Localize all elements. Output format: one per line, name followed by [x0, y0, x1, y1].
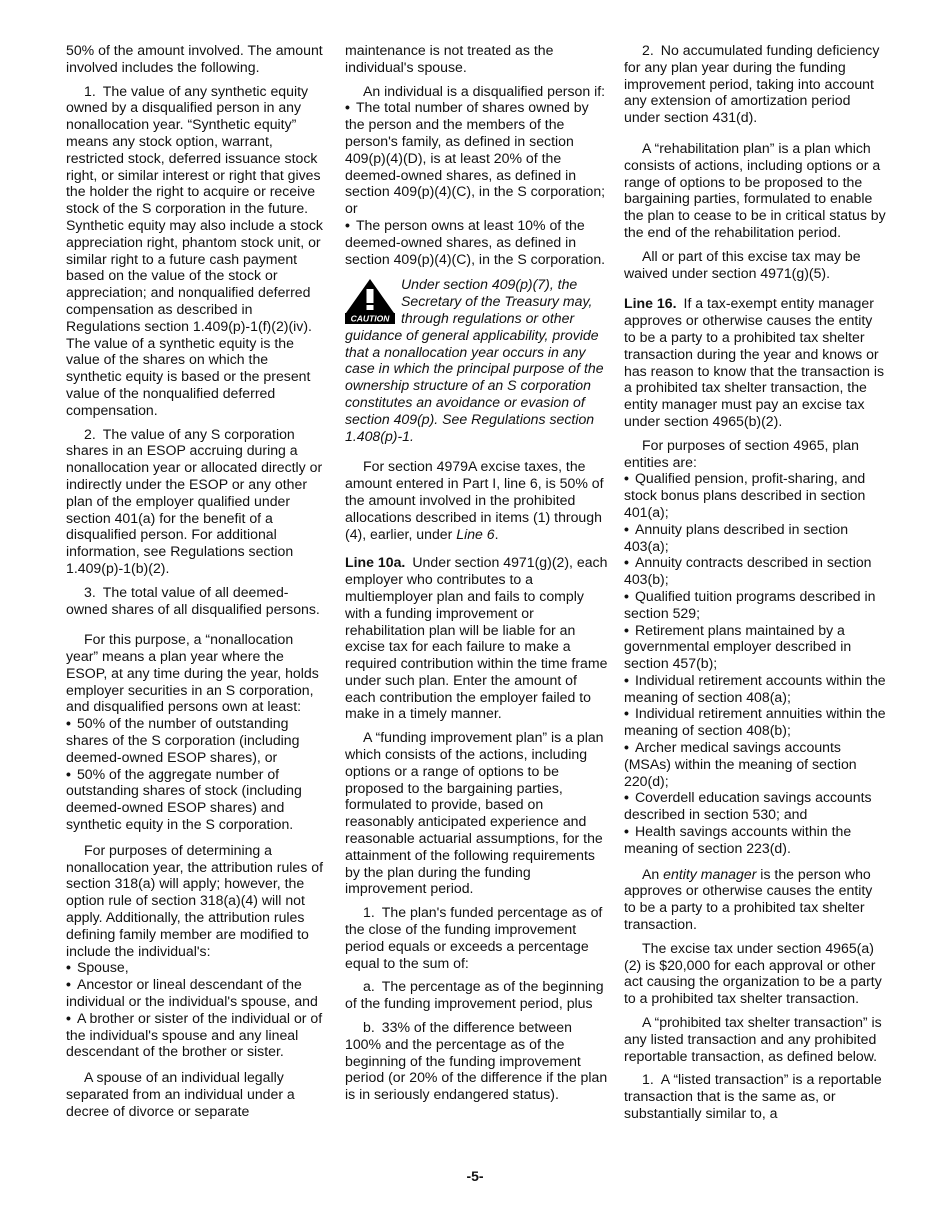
line-10a-paragraph: Line 10a. Under section 4971(g)(2), each employer who contributes to a multiemployer plan and fails to comply with a funding improvement or rehabilitation plan will be liable for an excise tax for each failure to make a required contribution within the time frame under such plan. Enter the amount of each contribution the employer failed to make in a timely manner.: [345, 554, 608, 722]
line-16-heading: Line 16.: [624, 295, 677, 312]
paragraph-nonallocation-year: For this purpose, a “nonallocation year” means a plan year where the ESOP, at any time during the year, holds employer securities in an S corporation, and disqualified persons own at least:: [66, 631, 319, 715]
bullet-item: • Coverdell education savings accounts described in section 530; and: [624, 789, 886, 823]
paragraph-disqualified-person: An individual is a disqualified person if:: [363, 82, 606, 99]
paragraph-waiver: All or part of this excise tax may be waived under section 4971(g)(5).: [624, 247, 861, 281]
caution-icon: [345, 278, 395, 324]
paragraph-requirement-1: 1. The plan's funded percentage as of the close of the funding improvement period equals or exceeds a percentage equal to the sum of:: [345, 904, 603, 971]
caution-note: [345, 276, 608, 444]
paragraph-entity-manager: An entity manager is the person who approves or otherwise causes the entity to be a party to a prohibited tax shelter transaction.: [624, 865, 873, 933]
bullet-item: • The person owns at least 10% of the deemed-owned shares, as defined in section 409(p)(4)(C), in the S corporation.: [345, 217, 608, 267]
paragraph-excise-tax-amount: The excise tax under section 4965(a)(2) is $20,000 for each approval or other act causing the organization to be a party to a prohibited tax shelter transaction.: [624, 939, 882, 1007]
bullet-item: • Qualified pension, profit-sharing, and stock bonus plans described in section 401(a);: [624, 470, 886, 520]
paragraph-prohibited-transaction: A “prohibited tax shelter transaction” is any listed transaction and any prohibited reportable transaction, as defined below.: [624, 1014, 882, 1064]
bullet-item: • Annuity contracts described in section 403(b);: [624, 554, 886, 588]
paragraph-listed-transaction: 1. A “listed transaction” is a reportable transaction that is the same as, or substantially similar to, a: [624, 1071, 882, 1122]
paragraph-rehabilitation-plan: A “rehabilitation plan” is a plan which consists of actions, including options or a range of options to be proposed to the bargaining parties, formulated to enable the plan to cease to be in critical status by the end of the rehabilitation period.: [624, 139, 886, 240]
page-number: -5-: [466, 1168, 484, 1184]
paragraph-4979a: For section 4979A excise taxes, the amount entered in Part I, line 6, is 50% of the amount involved in the prohibited allocations described in items (1) through (4), earlier, under Line 6.: [345, 458, 604, 542]
paragraph-attribution-rules: For purposes of determining a nonallocation year, the attribution rules of section 318(a) will apply; however, the option rule of section 318(a)(4) will not apply. Additionally, the attribution rules defining family member are modified to include the individual's:: [66, 841, 323, 959]
paragraph-funding-improvement-plan: A “funding improvement plan” is a plan which consists of the actions, including options or a range of options to be proposed to the bargaining parties, formulated to provide, based on reasonably anticipated experience and reasonable actuarial assumptions, for the attainment of the following requirements by the plan during the funding improvement period.: [345, 729, 604, 897]
paragraph-plan-entities: For purposes of section 4965, plan entities are:: [624, 436, 860, 470]
caution-text: Under section 409(p)(7), the Secretary of the Treasury may, through regulations or other guidance of general applicability, provide that a nonallocation year occurs in any case in which the principal purpose of the ownership structure of an S corporation constitutes an avoidance or evasion of section 409(p). See Regulations section 1.408(p)-1.: [345, 276, 604, 444]
paragraph-item-1: 1. The value of any synthetic equity owned by a disqualified person in any nonallocation year. “Synthetic equity” means any stock option, warrant, restricted stock, deferred issuance stock right, or similar interest or right that gives the holder the right to acquire or receive stock of the S corporation in the future. Synthetic equity may also include a stock appreciation right, phantom stock unit, or similar right to a future cash payment based on the value of the stock or appreciation; and nonqualified deferred compensation as described in Regulations section 1.409(p)-1(f)(2)(iv). The value of a synthetic equity is the value of the shares on which the synthetic equity is based or the present value of the nonqualified deferred compensation.: [66, 82, 323, 418]
column-right: [624, 42, 886, 1129]
bullet-item: • Ancestor or lineal descendant of the individual or the individual's spouse, and: [66, 976, 324, 1010]
bullet-item: • The total number of shares owned by the person and the members of the person's family, as defined in section 409(p)(4)(D), is at least 20% of the deemed-owned shares, as defined in section 409(p)(4)(C), in the S corporation; or: [345, 99, 608, 217]
paragraph: maintenance is not treated as the individual's spouse.: [345, 42, 554, 75]
paragraph-requirement-a: a. The percentage as of the beginning of the funding improvement period, plus: [345, 978, 604, 1012]
bullet-item: • Individual retirement accounts within the meaning of section 408(a);: [624, 672, 886, 706]
bullet-item: • Individual retirement annuities within the meaning of section 408(b);: [624, 705, 886, 739]
paragraph: 50% of the amount involved. The amount involved includes the following.: [66, 42, 323, 75]
line-16-paragraph: Line 16. If a tax-exempt entity manager approves or otherwise causes the entity to be a party to a prohibited tax shelter transaction during the year and knows or has reason to know that the transaction is a prohibited tax shelter transaction, the entity manager must pay an excise tax under section 4965(b)(2).: [624, 295, 885, 429]
bullet-item: • Spouse,: [66, 959, 324, 976]
paragraph-item-2: 2. The value of any S corporation shares in an ESOP accruing during a nonallocation year or allocated directly or indirectly under the ESOP or any other plan of the employer qualified under section 401(a) for the benefit of a disqualified person. For additional information, see Regulations section 1.409(p)-1(b)(2).: [66, 425, 323, 576]
bullet-item: • A brother or sister of the individual or of the individual's spouse and any lineal descendant of the brother or sister.: [66, 1010, 324, 1060]
paragraph-requirement-2: 2. No accumulated funding deficiency for any plan year during the funding improvement period, taking into account any extension of amortization period under section 431(d).: [624, 42, 880, 126]
column-middle: [345, 42, 608, 1110]
bullet-item: • Retirement plans maintained by a governmental employer described in section 457(b);: [624, 622, 886, 672]
bullet-item: • 50% of the aggregate number of outstanding shares of stock (including deemed-owned ESOP shares) and synthetic equity in the S corporation.: [66, 766, 324, 833]
svg-text:CAUTION: CAUTION: [350, 313, 390, 324]
column-left: [66, 42, 324, 1127]
bullet-item: • Qualified tuition programs described in section 529;: [624, 588, 886, 622]
paragraph-requirement-b: b. 33% of the difference between 100% and the percentage as of the beginning of the funding improvement period (or 20% of the difference if the plan is in seriously endangered status).: [345, 1019, 608, 1103]
bullet-item: • Annuity plans described in section 403(a);: [624, 521, 886, 555]
paragraph-spouse: A spouse of an individual legally separated from an individual under a decree of divorce or separate: [66, 1069, 295, 1119]
bullet-item: • Archer medical savings accounts (MSAs) within the meaning of section 220(d);: [624, 739, 886, 789]
paragraph-item-3: 3. The total value of all deemed-owned shares of all disqualified persons.: [66, 583, 320, 617]
bullet-item: • 50% of the number of outstanding shares of the S corporation (including deemed-owned ESOP shares), or: [66, 715, 324, 765]
line-10a-heading: Line 10a.: [345, 554, 406, 571]
bullet-item: • Health savings accounts within the meaning of section 223(d).: [624, 823, 886, 857]
